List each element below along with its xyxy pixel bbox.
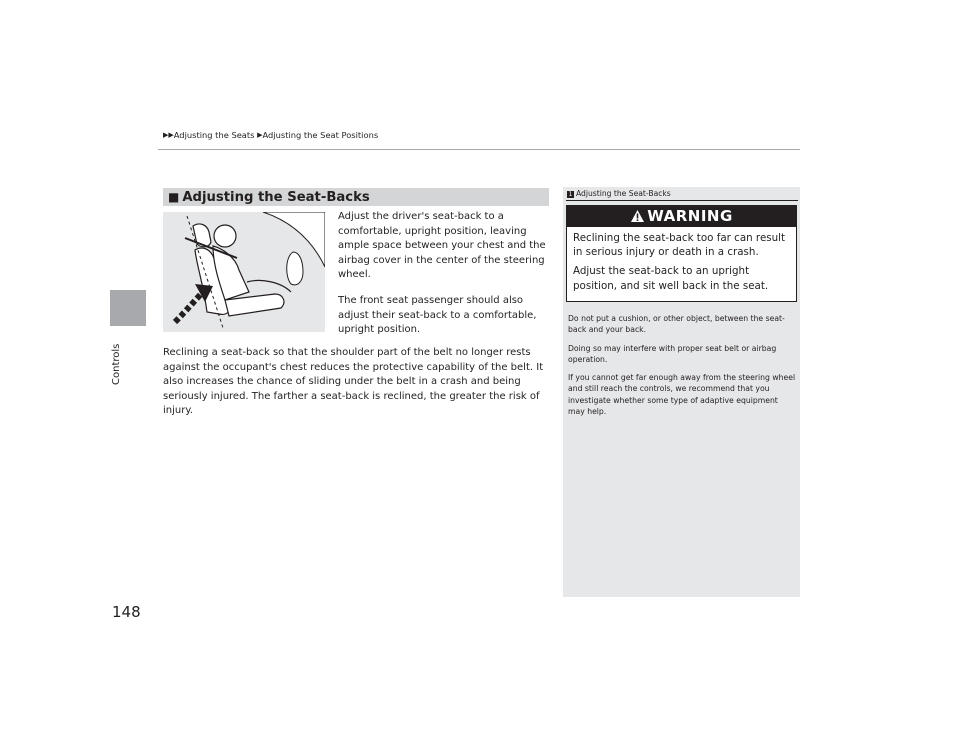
- reclining-risk-paragraph: Reclining a seat-back so that the shoulder part of the belt no longer rests against the occupant's chest reduces the protective capability of the belt. It also increases the chance of sliding under the belt in a crash and being seriously injured. The farther a seat-back is reclined, the greater the risk of injury.: [163, 347, 544, 417]
- passenger-instruction-paragraph: The front seat passenger should also adjust their seat-back to a comfortable, upright position.: [338, 294, 537, 336]
- breadcrumb: [163, 130, 378, 140]
- notes-divider: [566, 200, 798, 201]
- note-paragraph-3: If you cannot get far enough away from the steering wheel and still reach the controls, we recommend that you investigate whether some type of adaptive equipment may help.: [568, 373, 796, 417]
- chapter-tab[interactable]: [110, 290, 146, 326]
- reclined-seat-illustration: [163, 212, 325, 332]
- header-divider: [158, 149, 800, 150]
- note-paragraph-2: Doing so may interfere with proper seat belt or airbag operation.: [568, 343, 777, 364]
- warning-triangle-icon: [630, 208, 645, 229]
- warning-header: [567, 206, 796, 227]
- breadcrumb-section-link[interactable]: Adjusting the Seats: [173, 130, 255, 140]
- breadcrumb-arrow-icon: ▶▶: [163, 131, 174, 139]
- seat-illustration-svg: [163, 212, 325, 332]
- notes-reference: [567, 189, 671, 198]
- chapter-label: Controls: [111, 344, 122, 386]
- notes-reference-title: Adjusting the Seat-Backs: [576, 189, 671, 198]
- breadcrumb-page: Adjusting the Seat Positions: [262, 130, 379, 140]
- warning-line-1: Reclining the seat-back too far can result in serious injury or death in a crash.: [573, 232, 786, 259]
- section-marker-icon: ■: [168, 190, 180, 204]
- section-header: [163, 188, 549, 206]
- warning-text: [567, 227, 796, 293]
- body-text-right: [338, 210, 550, 349]
- section-title-text: Adjusting the Seat-Backs: [182, 190, 370, 205]
- breadcrumb-separator-icon: ▶: [257, 131, 263, 139]
- reference-marker-icon: 1: [568, 191, 573, 198]
- warning-line-2: Adjust the seat-back to an upright position, and sit well back in the seat.: [573, 265, 769, 292]
- note-paragraph-1: Do not put a cushion, or other object, between the seat-back and your back.: [568, 314, 785, 335]
- warning-title: WARNING: [647, 207, 733, 225]
- warning-box: [566, 205, 797, 302]
- notes-text: [568, 313, 796, 424]
- body-text-full: [163, 346, 553, 419]
- page-number: 148: [112, 603, 141, 621]
- notes-sidebar: [563, 187, 800, 597]
- section-title: [168, 188, 370, 207]
- driver-instruction-paragraph: Adjust the driver's seat-back to a comfortable, upright position, leaving ample space between your chest and the airbag cover in the center of the steering wheel.: [338, 211, 546, 281]
